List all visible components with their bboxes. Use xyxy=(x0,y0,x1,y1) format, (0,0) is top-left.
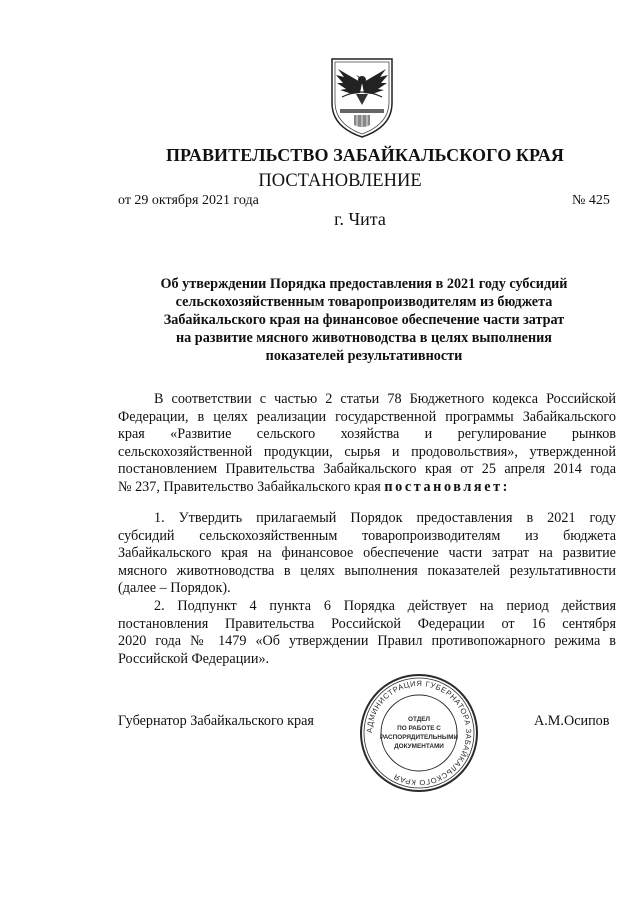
text-line: мясного животноводства в целях выполнения показателей результативности xyxy=(118,562,616,579)
signatory-name: А.М.Осипов xyxy=(534,713,610,729)
text-fragment: № 237, Правительство Забайкальского края xyxy=(118,478,381,495)
text-line: субсидий сельскохозяйственным товаропроизводителям из бюджета xyxy=(118,527,616,544)
document-number: № 425 xyxy=(572,193,610,208)
document-date: от 29 октября 2021 года xyxy=(118,193,259,208)
title-line: Об утверждении Порядка предоставления в 2021 году субсидий xyxy=(160,276,568,292)
title-line: показателей результативности xyxy=(265,348,463,364)
text-line: постановлением Правительства Забайкальского края от 25 апреля 2014 года xyxy=(118,461,616,477)
seal-ring-text: АДМИНИСТРАЦИЯ ГУБЕРНАТОРА ЗАБАЙКАЛЬСКОГО КРАЯ xyxy=(364,678,474,788)
text-line: постановления Правительства Российской Федерации от 16 сентября xyxy=(118,615,616,632)
seal-center-line: ДОКУМЕНТАМИ xyxy=(394,743,444,750)
seal-center-line: ПО РАБОТЕ С xyxy=(397,725,441,732)
resolves-keyword: постановляет: xyxy=(384,478,510,495)
preamble-paragraph xyxy=(118,391,616,496)
seal-center-line: РАСПОРЯДИТЕЛЬНЫМИ xyxy=(379,734,459,741)
document-type: ПОСТАНОВЛЕНИЕ xyxy=(258,171,422,191)
coat-of-arms-icon xyxy=(326,53,398,139)
text-line: Забайкальского края на финансовое обеспечение части затрат на развитие xyxy=(118,545,616,561)
document-title xyxy=(118,275,610,365)
text-line: края «Развитие сельского хозяйства и регулирование рынков xyxy=(118,426,616,442)
text-line: 1. Утвердить прилагаемый Порядок предоставления в 2021 году xyxy=(154,510,616,526)
title-line: Забайкальского края на финансовое обеспечение части затрат xyxy=(163,312,565,328)
text-line: сельскохозяйственной продукции, сырья и продовольствия», утвержденной xyxy=(118,443,616,460)
text-line xyxy=(118,479,616,497)
text-line: 2020 года № 1479 «Об утверждении Правил противопожарного режима в xyxy=(118,633,616,649)
signatory-position: Губернатор Забайкальского края xyxy=(118,713,314,729)
text-line: 2. Подпункт 4 пункта 6 Порядка действует на период действия xyxy=(154,598,616,614)
title-line: на развитие мясного животноводства в целях выполнения xyxy=(175,330,552,346)
text-line: В соответствии с частью 2 статьи 78 Бюджетного кодекса Российской xyxy=(154,391,616,407)
government-heading: ПРАВИТЕЛЬСТВО ЗАБАЙКАЛЬСКОГО КРАЯ xyxy=(165,145,565,165)
seal-center-line: ОТДЕЛ xyxy=(407,716,431,723)
city: г. Чита xyxy=(334,209,386,229)
title-line: сельскохозяйственным товаропроизводителям из бюджета xyxy=(175,294,553,310)
text-line: Российской Федерации». xyxy=(118,650,270,667)
item-2-paragraph xyxy=(118,598,616,668)
text-line: Федерации, в целях реализации государственной программы Забайкальского xyxy=(118,408,616,425)
official-seal xyxy=(358,672,480,794)
item-1-paragraph xyxy=(118,510,616,598)
text-line: (далее – Порядок). xyxy=(118,580,231,596)
